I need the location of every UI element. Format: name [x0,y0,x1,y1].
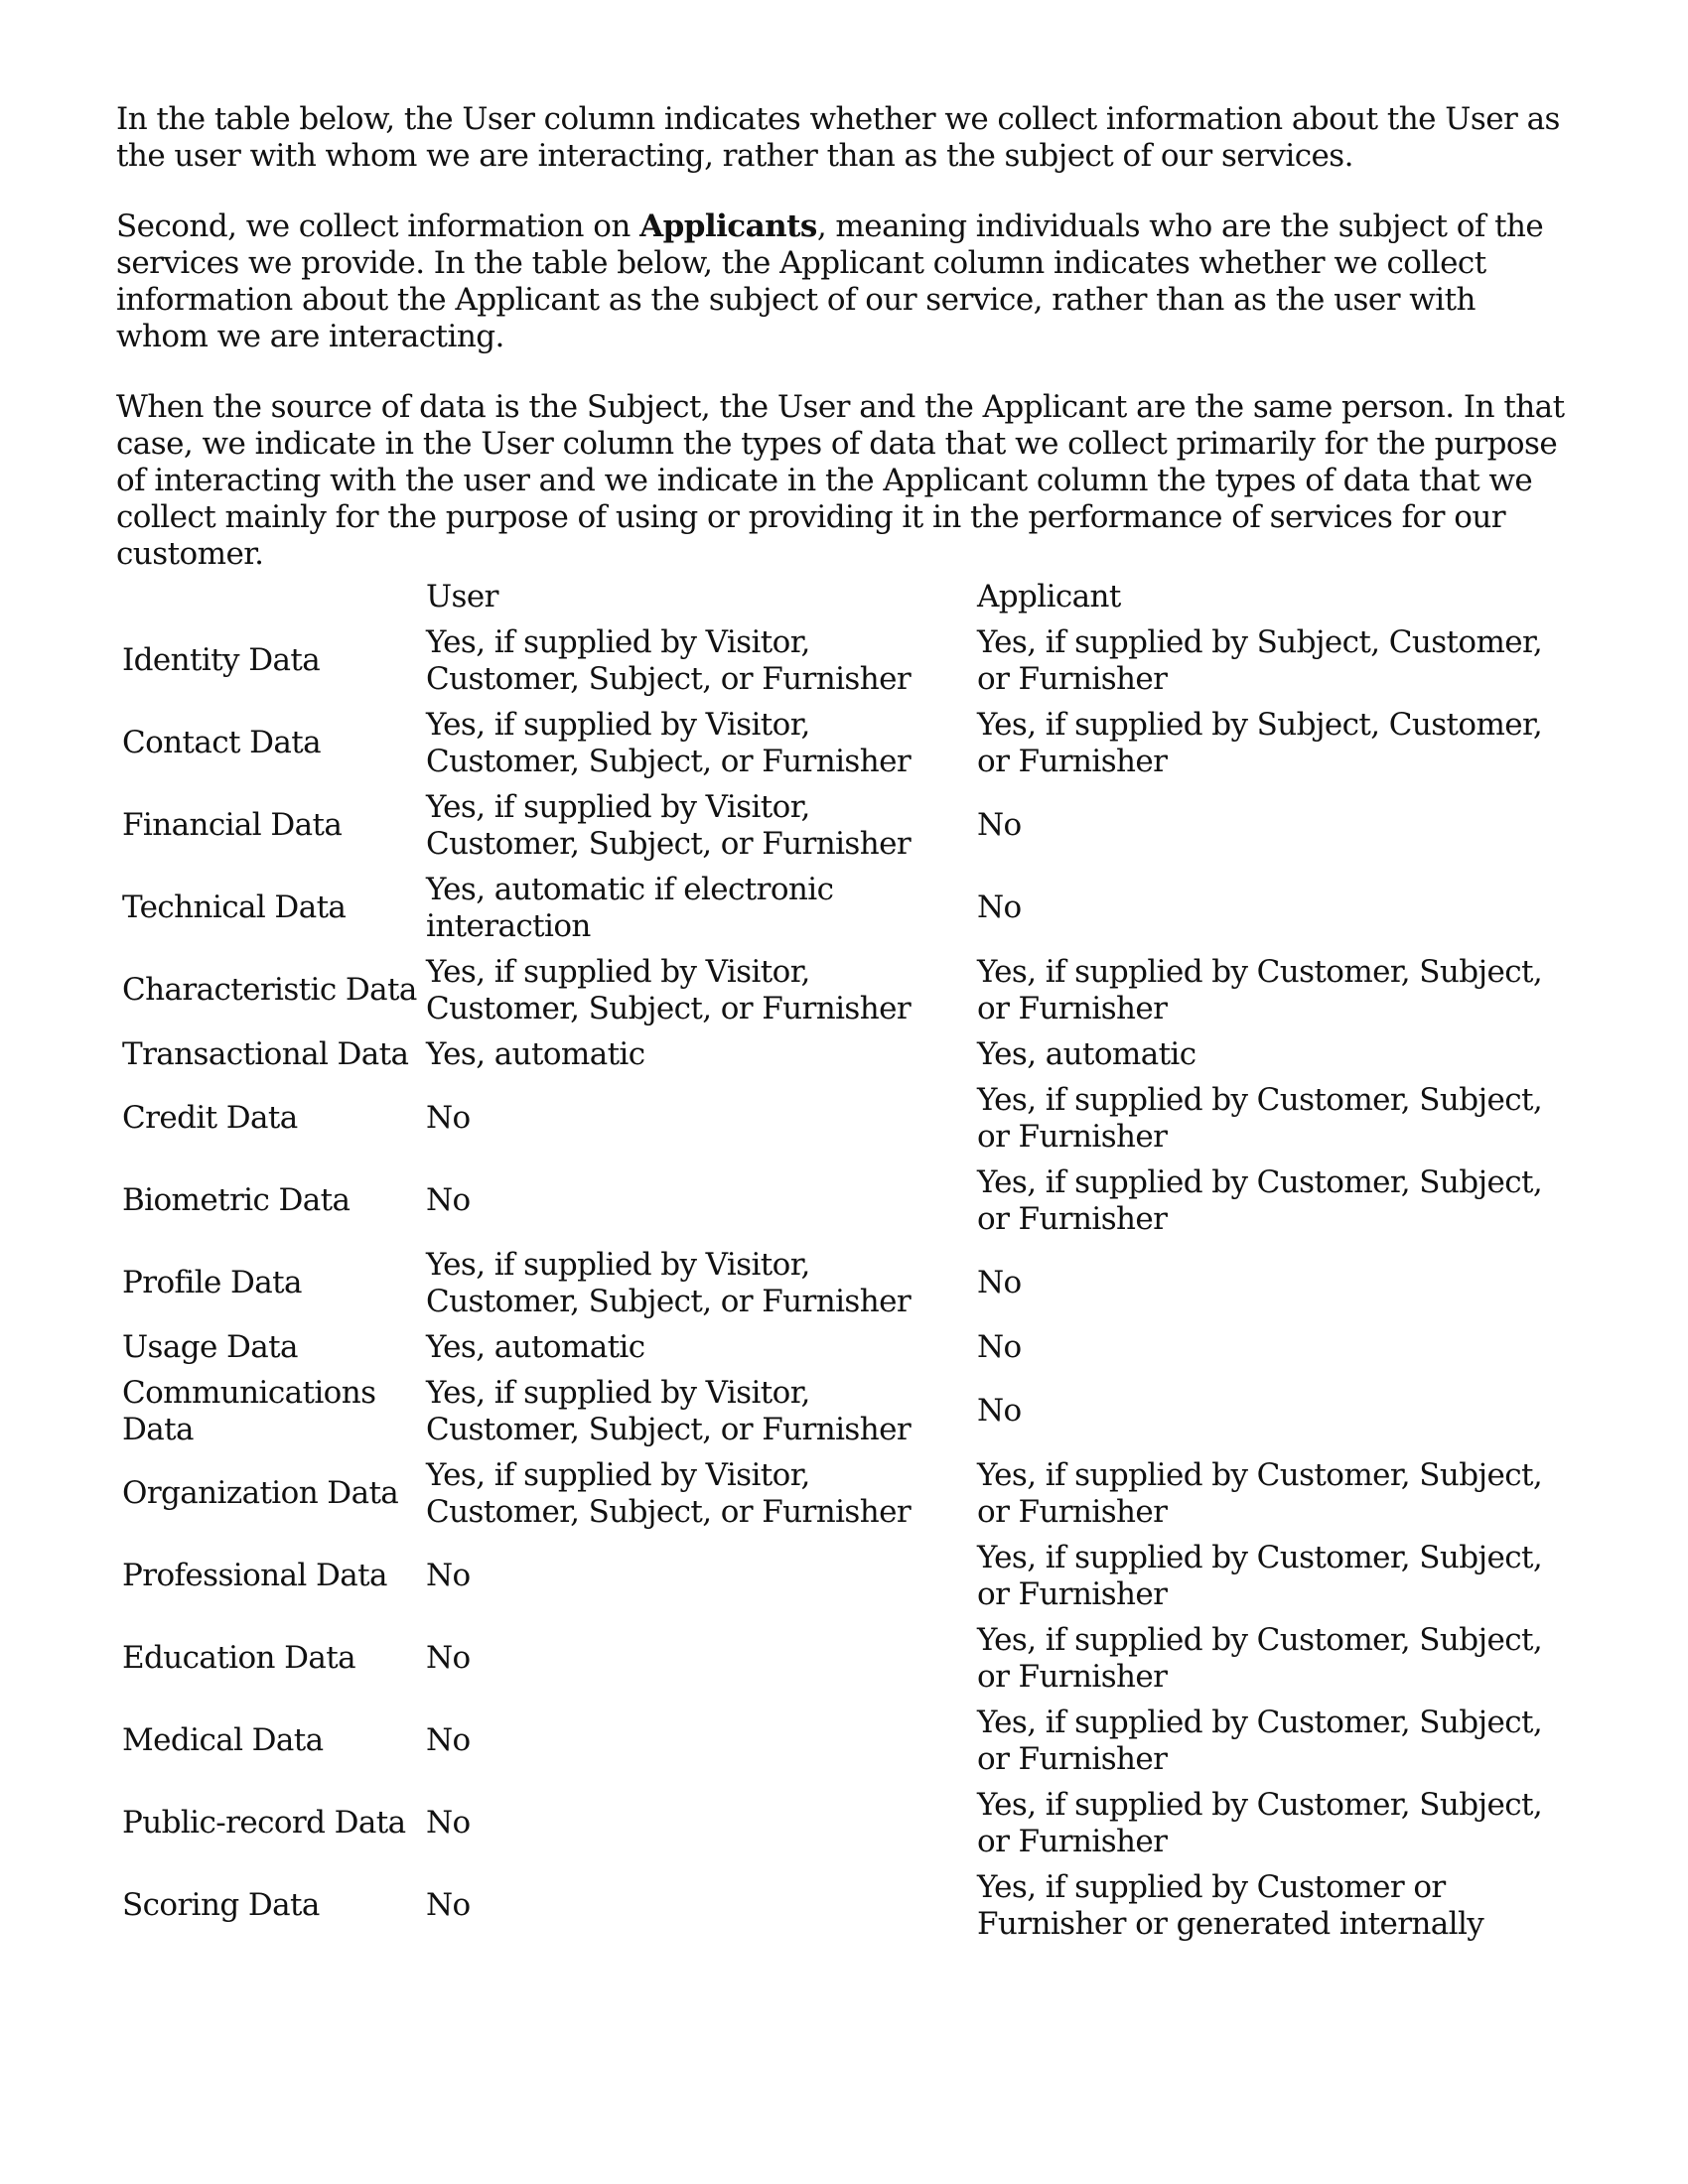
cell-user: Yes, if supplied by Visitor, Customer, Subject, or Furnisher [426,1246,912,1319]
cell-data-type: Education Data [122,1640,356,1676]
table-row [116,1242,1576,1324]
cell-applicant: Yes, if supplied by Customer, Subject, or Furnisher [977,1081,1543,1155]
cell-data-type: Technical Data [122,889,347,925]
table-row [116,1617,1576,1700]
cell-applicant: Yes, if supplied by Subject, Customer, or Furnisher [977,706,1543,779]
cell-user: Yes, if supplied by Visitor, Customer, Subject, or Furnisher [426,953,912,1026]
cell-data-type: Contact Data [122,725,322,760]
table-row [116,1077,1576,1160]
table-row [116,1782,1576,1864]
cell-data-type: Scoring Data [122,1887,320,1923]
cell-data-type: Public-record Data [122,1805,406,1841]
table-row [116,1452,1576,1535]
table-row [116,867,1576,949]
table-row [116,1535,1576,1617]
cell-user: Yes, if supplied by Visitor, Customer, Subject, or Furnisher [426,706,912,779]
cell-applicant: Yes, if supplied by Customer, Subject, or Furnisher [977,953,1543,1026]
cell-applicant: No [977,1328,1022,1365]
p2-text-after: , meaning individuals who are the subject of the services we provide. In the table below, the Applicant column indicates whether we collect information about the Applicant as the subject of our service, rather than as the user with whom we are interacting. [116,208,1544,354]
cell-data-type: Credit Data [122,1100,298,1136]
cell-user: No [426,1182,471,1218]
data-collection-table [116,574,1576,1947]
cell-data-type: Communications Data [122,1374,376,1447]
table-row [116,1700,1576,1782]
cell-applicant: No [977,1393,1022,1429]
table-row [116,1160,1576,1242]
intro-paragraph-user: In the table below, the User column indicates whether we collect information about the User as the user with whom we are interacting, rather than as the subject of our services. [116,101,1560,174]
table-row [116,619,1576,702]
cell-user: No [426,1100,471,1136]
cell-user: Yes, if supplied by Visitor, Customer, Subject, or Furnisher [426,623,912,697]
cell-applicant: Yes, automatic [977,1035,1196,1072]
table-row [116,1031,1576,1077]
cell-applicant: Yes, if supplied by Customer, Subject, or Furnisher [977,1539,1543,1612]
cell-data-type: Medical Data [122,1722,324,1758]
intro-paragraph-same-person: When the source of data is the Subject, the User and the Applicant are the same person. In that case, we indicate in the User column the types of data that we collect primarily for the purpose of interacting with the user and we indicate in the Applicant column the types of data that we collect mainly for the purpose of using or providing it in the performance of services for our customer. [116,389,1565,572]
table-row [116,949,1576,1031]
table-body [116,619,1576,1947]
cell-applicant: Yes, if supplied by Customer, Subject, or Furnisher [977,1786,1543,1859]
cell-user: Yes, automatic if electronic interaction [426,871,834,944]
header-applicant: Applicant [977,578,1121,614]
applicants-bold-term: Applicants [639,208,817,244]
cell-applicant: Yes, if supplied by Customer, Subject, or Furnisher [977,1163,1543,1237]
cell-user: No [426,1558,471,1593]
cell-applicant: Yes, if supplied by Customer or Furnisher or generated internally [977,1868,1484,1942]
cell-data-type: Transactional Data [122,1035,409,1072]
intro-paragraph-applicants [116,208,1576,355]
cell-applicant: Yes, if supplied by Subject, Customer, or Furnisher [977,623,1543,697]
cell-applicant: No [977,807,1022,843]
cell-data-type: Biometric Data [122,1182,351,1218]
table-row [116,1324,1576,1370]
cell-applicant: No [977,889,1022,925]
cell-data-type: Identity Data [122,642,321,678]
table-header-row [116,574,1576,619]
table-row [116,702,1576,784]
p2-text-before: Second, we collect information on [116,208,640,244]
cell-data-type: Characteristic Data [122,972,417,1008]
cell-applicant: Yes, if supplied by Customer, Subject, or Furnisher [977,1704,1543,1777]
cell-user: Yes, automatic [426,1035,645,1072]
cell-user: No [426,1887,471,1923]
header-user: User [426,578,498,614]
cell-data-type: Financial Data [122,807,343,843]
cell-applicant: Yes, if supplied by Customer, Subject, or Furnisher [977,1621,1543,1695]
cell-data-type: Usage Data [122,1328,298,1365]
cell-user: Yes, if supplied by Visitor, Customer, Subject, or Furnisher [426,1374,912,1447]
table-row [116,1864,1576,1947]
cell-data-type: Profile Data [122,1265,302,1300]
cell-user: No [426,1722,471,1758]
cell-user: No [426,1640,471,1676]
cell-applicant: No [977,1265,1022,1300]
cell-data-type: Professional Data [122,1558,387,1593]
table-row [116,1370,1576,1452]
cell-user: No [426,1805,471,1841]
cell-data-type: Organization Data [122,1475,399,1511]
table-row [116,784,1576,867]
cell-user: Yes, if supplied by Visitor, Customer, Subject, or Furnisher [426,1456,912,1530]
cell-user: Yes, if supplied by Visitor, Customer, Subject, or Furnisher [426,788,912,862]
cell-user: Yes, automatic [426,1328,645,1365]
cell-applicant: Yes, if supplied by Customer, Subject, or Furnisher [977,1456,1543,1530]
header-data-type [116,574,420,619]
